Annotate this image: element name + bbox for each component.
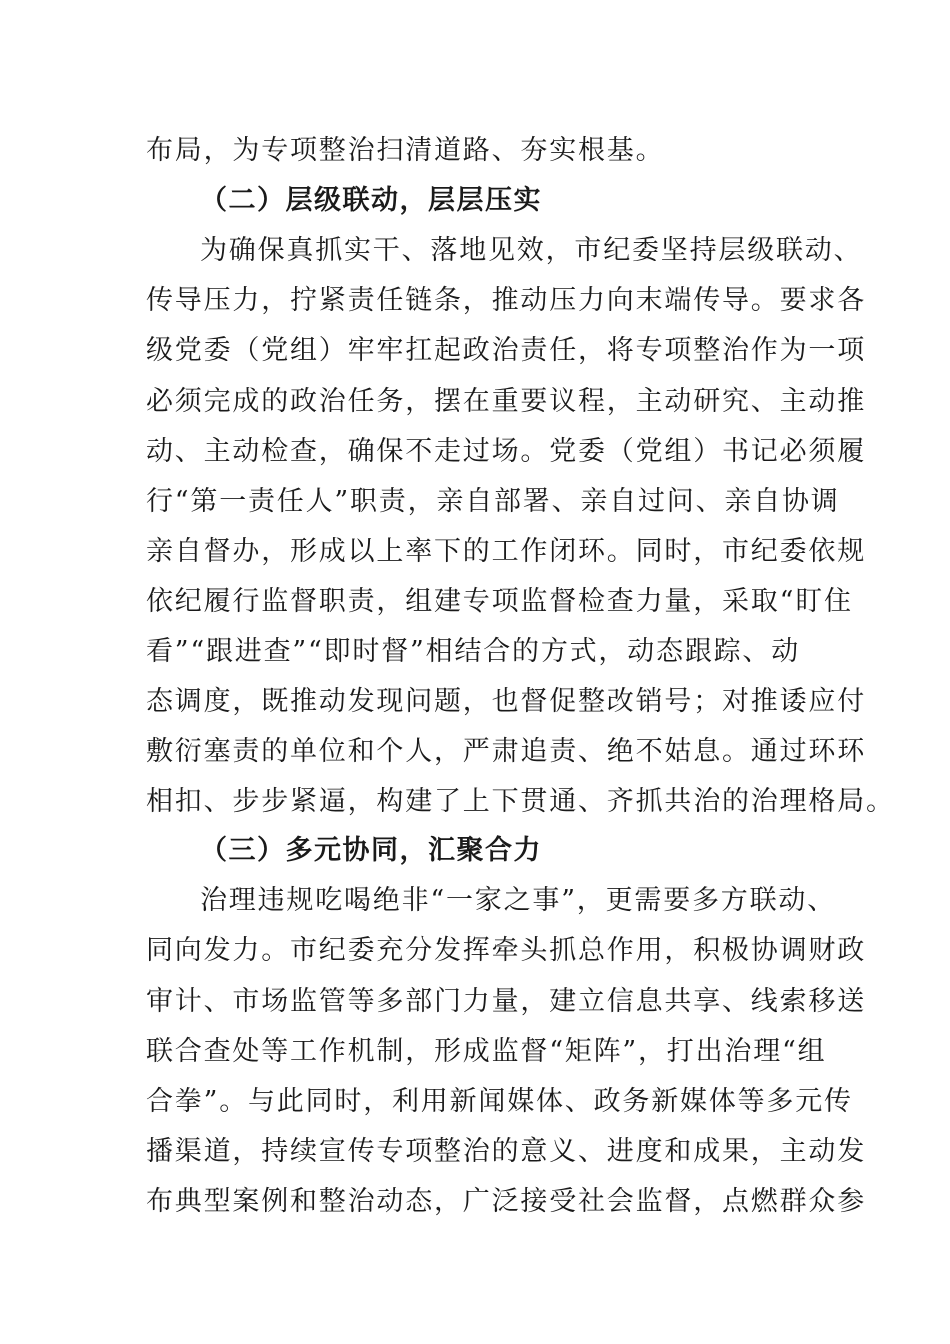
- paragraph-line: 看”“跟进查”“即时督”相结合的方式，动态跟踪、动: [146, 636, 801, 667]
- paragraph-line: 合拳”。与此同时，利用新闻媒体、政务新媒体等多元传: [146, 1086, 853, 1117]
- paragraph-line: 审计、市场监管等多部门力量，建立信息共享、线索移送: [146, 986, 866, 1017]
- paragraph-line: 相扣、步步紧逼，构建了上下贯通、齐抓共治的治理格局。: [146, 786, 895, 817]
- paragraph-line: 布局，为专项整治扫清道路、夯实根基。: [146, 135, 665, 166]
- paragraph-line: 态调度，既推动发现问题，也督促整改销号；对推诿应付: [146, 686, 866, 717]
- paragraph-line: 布典型案例和整治动态，广泛接受社会监督，点燃群众参: [146, 1186, 866, 1217]
- paragraph-line: 动、主动检查，确保不走过场。党委（党组）书记必须履: [146, 436, 866, 467]
- paragraph-line: 治理违规吃喝绝非“一家之事”，更需要多方联动、: [200, 885, 837, 916]
- paragraph-line: 传导压力，拧紧责任链条，推动压力向末端传导。要求各: [146, 285, 866, 316]
- paragraph-line: 为确保真抓实干、落地见效，市纪委坚持层级联动、: [200, 235, 863, 266]
- section-heading-3: （三）多元协同，汇聚合力: [200, 835, 542, 866]
- paragraph-line: 播渠道，持续宣传专项整治的意义、进度和成果，主动发: [146, 1136, 866, 1167]
- paragraph-line: 级党委（党组）牢牢扛起政治责任，将专项整治作为一项: [146, 335, 866, 366]
- paragraph-line: 依纪履行监督职责，组建专项监督检查力量，采取“盯住: [146, 586, 853, 617]
- paragraph-line: 联合查处等工作机制，形成监督“矩阵”，打出治理“组: [146, 1036, 827, 1067]
- paragraph-line: 必须完成的政治任务，摆在重要议程，主动研究、主动推: [146, 386, 866, 417]
- section-heading-2: （二）层级联动，层层压实: [200, 185, 542, 216]
- paragraph-line: 敷衍塞责的单位和个人，严肃追责、绝不姑息。通过环环: [146, 736, 866, 767]
- paragraph-line: 行“第一责任人”职责，亲自部署、亲自过问、亲自协调: [146, 486, 840, 517]
- paragraph-line: 同向发力。市纪委充分发挥牵头抓总作用，积极协调财政: [146, 935, 866, 966]
- paragraph-line: 亲自督办，形成以上率下的工作闭环。同时，市纪委依规: [146, 536, 866, 567]
